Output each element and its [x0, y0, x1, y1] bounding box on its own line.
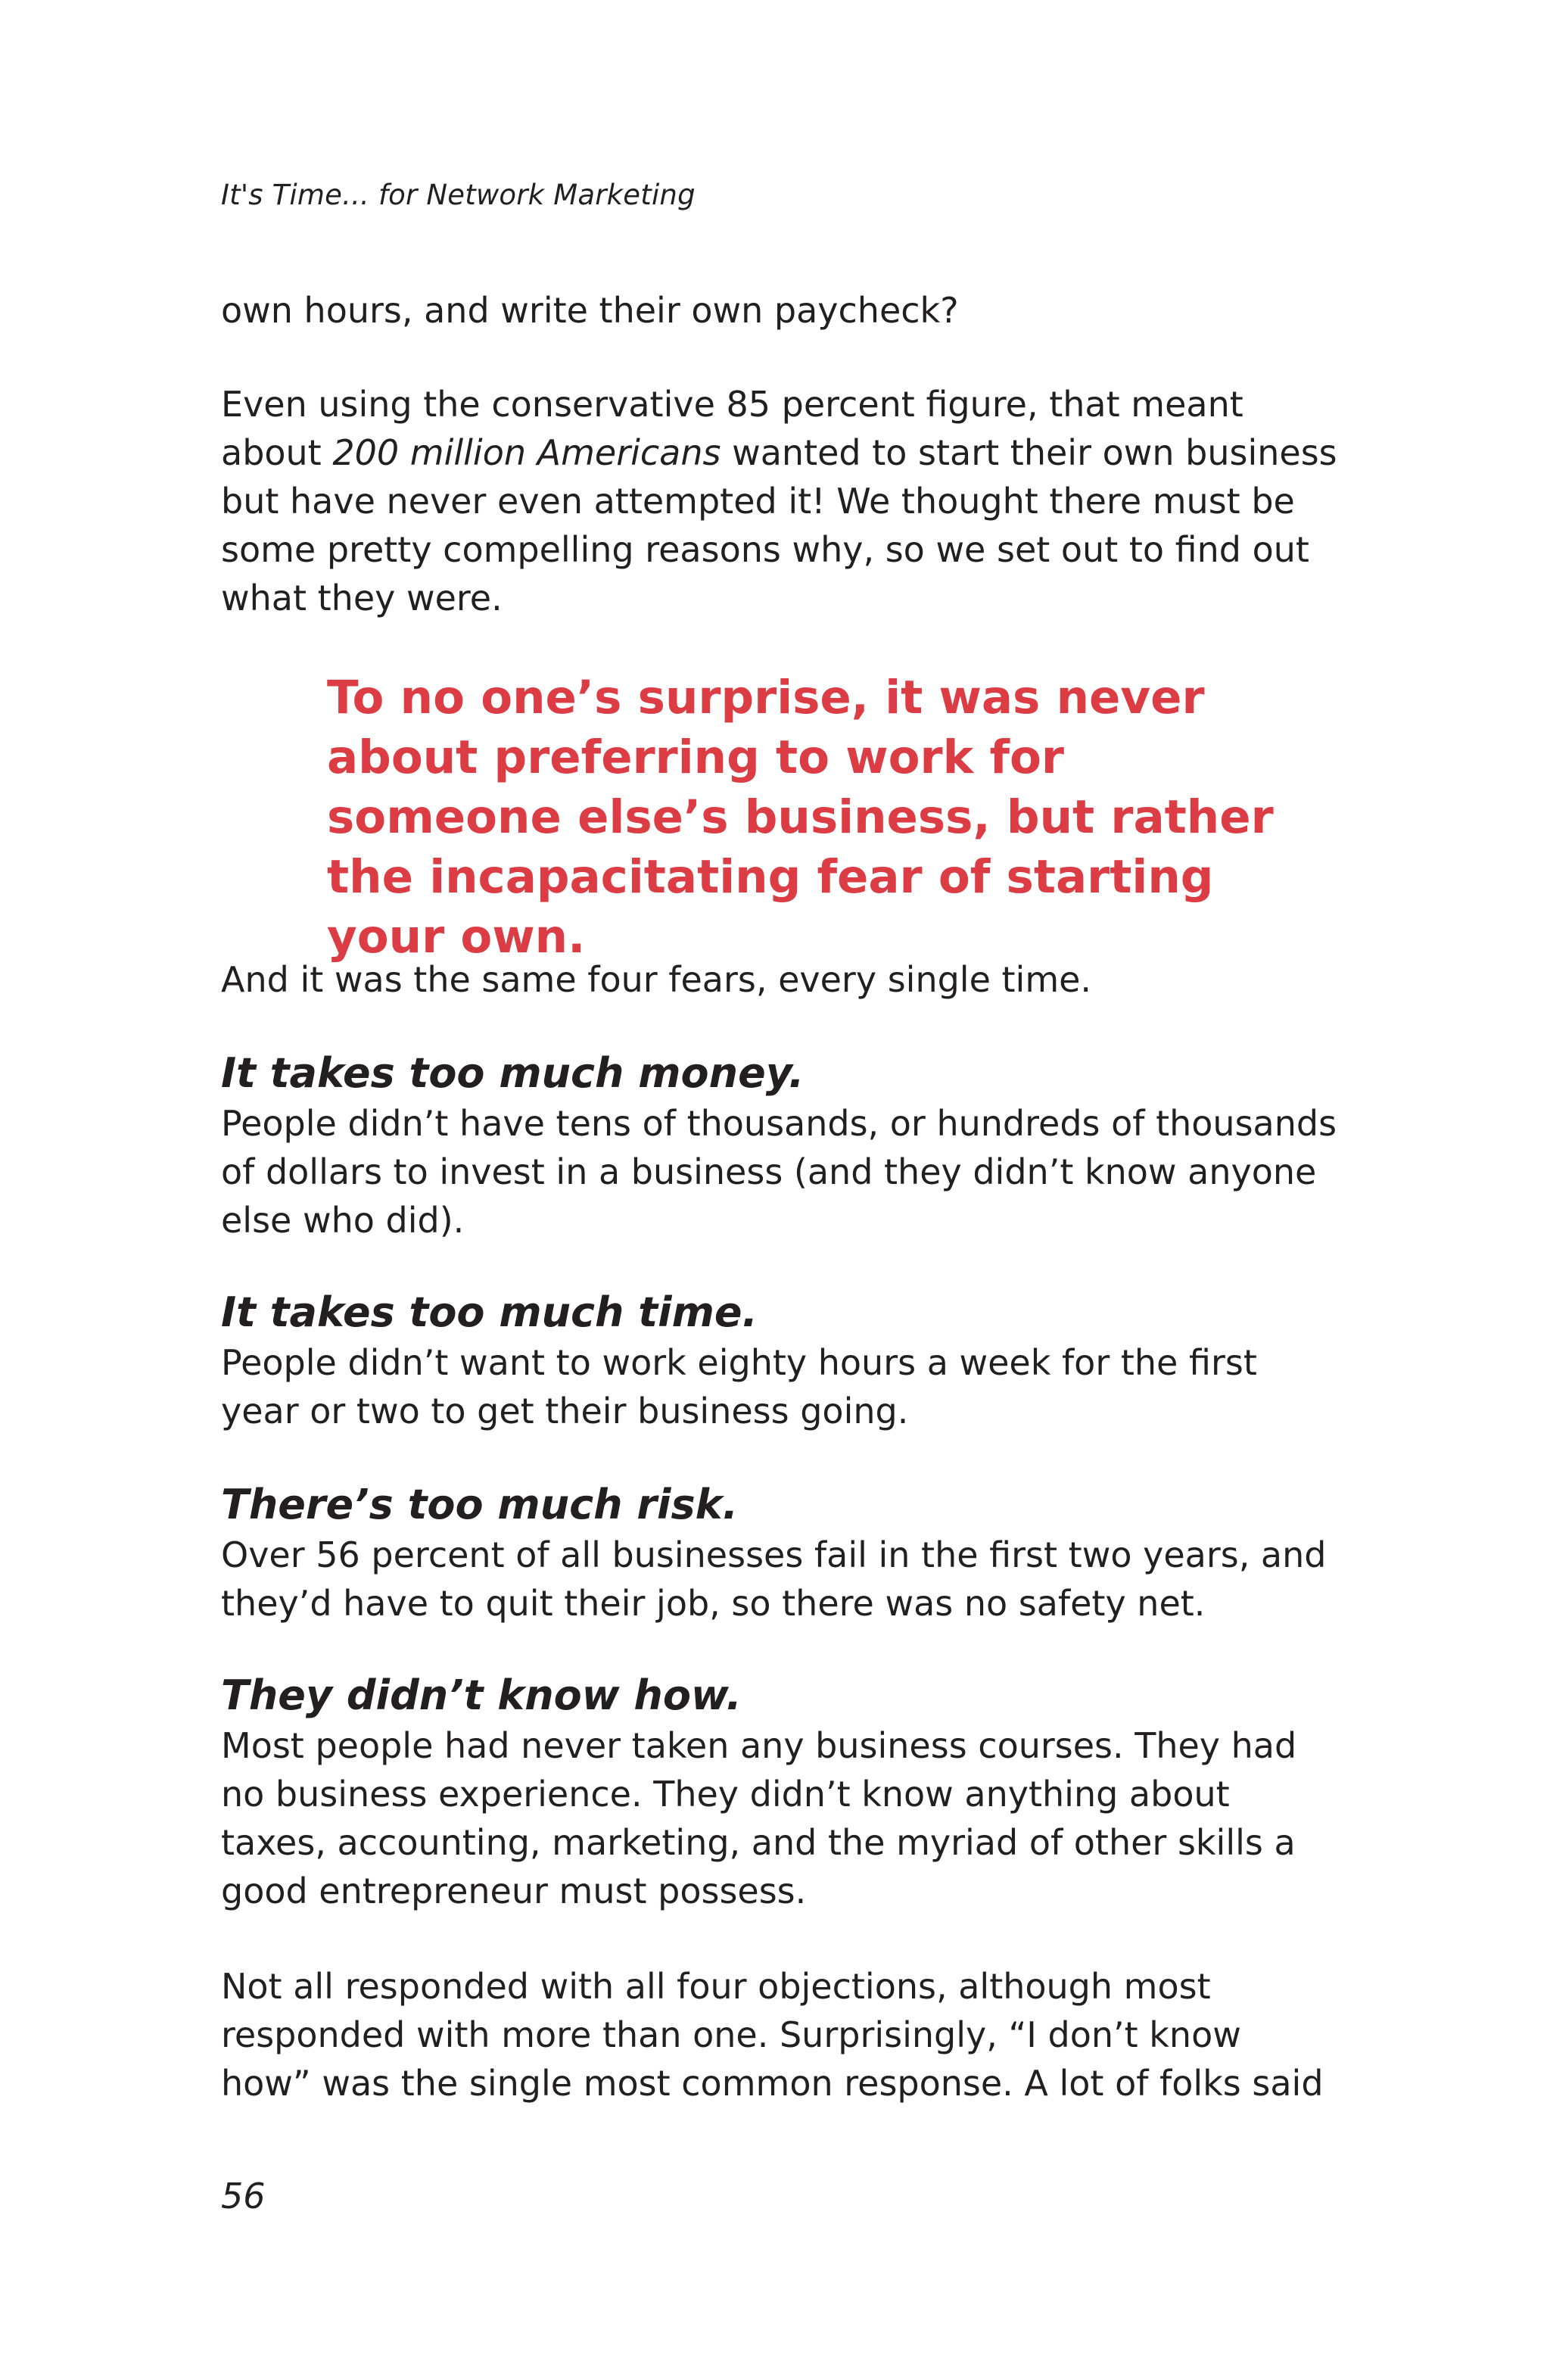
fear-heading-time: It takes too much time.	[221, 1288, 758, 1336]
page-number: 56	[221, 2176, 266, 2216]
running-head: It's Time... for Network Marketing	[221, 179, 696, 211]
fear-text-know-how: Most people had never taken any business courses. They had no business experience. They didn’t know anything about taxes, accounting, marketing, and the myriad of other skills a good entrepreneur must possess.	[221, 1725, 1297, 1911]
fear-text-time: People didn’t want to work eighty hours a week for the first year or two to get their business going.	[221, 1342, 1257, 1431]
paragraph-objections: Not all responded with all four objections, although most responded with more than one. Surprisingly, “I don’t know how” was the single most common response. A lot of folks said	[221, 1966, 1324, 2104]
fear-heading-money: It takes too much money.	[221, 1049, 805, 1097]
paragraph-continuation: own hours, and write their own paycheck?	[221, 290, 959, 331]
paragraph-four-fears: And it was the same four fears, every single time.	[221, 959, 1092, 1000]
fear-text-risk: Over 56 percent of all businesses fail in the first two years, and they’d have to quit their job, so there was no safety net.	[221, 1534, 1327, 1624]
paragraph-survey-figure	[221, 380, 1341, 622]
pull-quote: To no one’s surprise, it was never about preferring to work for someone else’s business, but rather the incapacitating fear of starting your own.	[327, 671, 1274, 964]
paragraph-text: wanted to start their own business but have never even attempted it! We thought there must be some pretty compelling reasons why, so we set out to find out what they were.	[221, 432, 1337, 618]
fear-heading-know-how: They didn’t know how.	[221, 1671, 742, 1719]
fear-heading-risk: There’s too much risk.	[221, 1481, 739, 1528]
paragraph-text: Even using the conservative 85 percent figure, that meant about	[221, 384, 1243, 473]
fear-text-money: People didn’t have tens of thousands, or hundreds of thousands of dollars to invest in a business (and they didn’t know anyone else who did).	[221, 1103, 1337, 1241]
emphasis-text: 200 million Americans	[332, 432, 721, 473]
